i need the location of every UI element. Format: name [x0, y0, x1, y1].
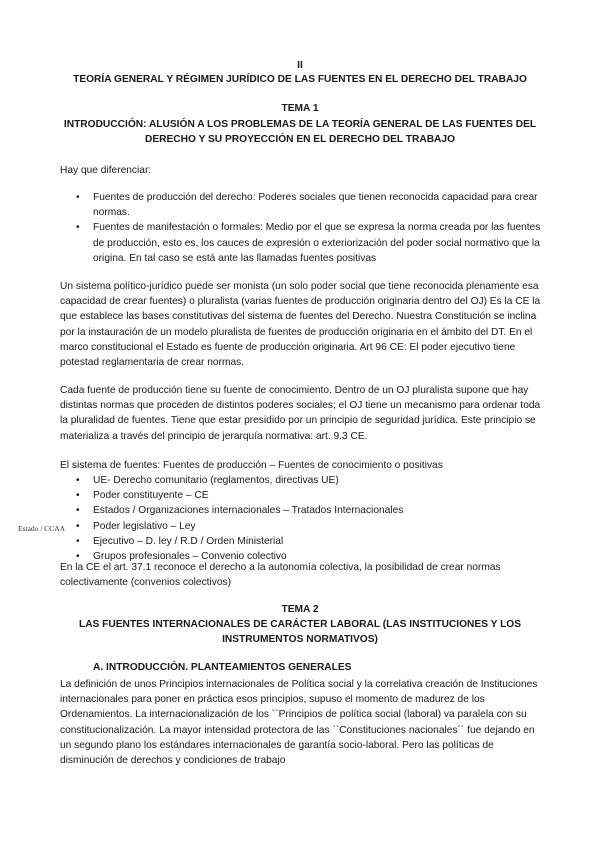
- section-a-heading: A. INTRODUCCIÓN. PLANTEAMIENTOS GENERALES: [93, 662, 352, 673]
- tema1-title-line2: DERECHO Y SU PROYECCIÓN EN EL DERECHO DEL TRABAJO: [144, 134, 456, 145]
- part-number: II: [297, 60, 303, 71]
- list-item: • Fuentes de manifestación o formales: Medio por el que se expresa la norma creada por las fuentes de producción, esto es, los cauces de expresión o exteriorización del poder social normativo que la origina. En tal caso se está ante las llamadas fuentes positivas: [60, 220, 542, 266]
- tema1-bullet-list: [60, 190, 542, 266]
- tema1-intro: Hay que diferenciar:: [60, 165, 152, 176]
- tema2-title-line2: INSTRUMENTOS NORMATIVOS): [222, 634, 378, 645]
- tema2-title-line1: LAS FUENTES INTERNACIONALES DE CARÁCTER LABORAL (LAS INSTITUCIONES Y LOS: [78, 619, 522, 630]
- tema2-label: TEMA 2: [281, 604, 319, 615]
- list-item: • Poder constituyente – CE: [60, 488, 542, 503]
- tema1-title-line1: INTRODUCCIÓN: ALUSIÓN A LOS PROBLEMAS DE LA TEORÍA GENERAL DE LAS FUENTES DEL: [63, 119, 537, 130]
- sistema-intro: El sistema de fuentes: Fuentes de producción – Fuentes de conocimiento o positivas: [60, 460, 443, 471]
- list-item: • Grupos profesionales – Convenio colectivo: [60, 549, 542, 564]
- side-annotation: Estado / CCAA: [18, 524, 66, 533]
- tema1-paragraph-3: En la CE el art. 37.1 reconoce el derecho a la autonomía colectiva, la posibilidad de crear normas colectivamente (convenios colectivos): [60, 562, 501, 589]
- tema2-paragraph-1: La definición de unos Principios internacionales de Política social y la correlativa creación de Instituciones internacionales para poner en práctica esos principios, supuso el momento de madurez de los Ordenamientos. La internacionalización de los ``Principios de política social (laboral) va paralela con su constitucionalización. La mayor intensidad protectora de las ``Constituciones nacionales´´ fue dejando en un segundo plano los estándares internacionales de garantía socio-laboral. Pero las políticas de disminución de derechos y condiciones de trabajo: [60, 679, 538, 767]
- tema1-paragraph-1: Un sistema político-jurídico puede ser monista (un solo poder social que tiene reconocida plenamente esa capacidad de crear fuentes) o pluralista (varias fuentes de producción originaria dentro del OJ) Es la CE la que establece las bases constitutivas del sistema de fuentes del Derecho. Nuestra Constitución se inclina por la instauración de un modelo pluralista de fuentes de producción originaria en el ámbito del DT. En el marco constitucional el Estado es fuente de producción originaria. Art 96 CE: El poder ejecutivo tiene potestad reglamentaria de crear normas.: [60, 281, 541, 369]
- list-item: • Estados / Organizaciones internacionales – Tratados Internacionales: [60, 503, 542, 518]
- list-item: • Poder legislativo – Ley: [60, 519, 542, 534]
- tema1-label: TEMA 1: [281, 103, 319, 114]
- list-item: • Ejecutivo – D. ley / R.D / Orden Ministerial: [60, 534, 542, 549]
- part-title: TEORÍA GENERAL Y RÉGIMEN JURÍDICO DE LAS FUENTES EN EL DERECHO DEL TRABAJO: [73, 74, 527, 85]
- list-item: • Fuentes de producción del derecho: Poderes sociales que tienen reconocida capacidad para crear normas.: [60, 190, 542, 220]
- sistema-list: [60, 473, 542, 564]
- list-item: • UE- Derecho comunitario (reglamentos, directivas UE): [60, 473, 542, 488]
- tema1-paragraph-2: Cada fuente de producción tiene su fuente de conocimiento. Dentro de un OJ pluralista supone que hay distintas normas que proceden de distintos poderes sociales; el OJ tiene un mecanismo para ordenar toda la pluralidad de fuentes. Tiene que estar presidido por un principio de seguridad jurídica. Este principio se materializa a través del principio de jerarquía normativa: art. 9.3 CE.: [60, 385, 541, 442]
